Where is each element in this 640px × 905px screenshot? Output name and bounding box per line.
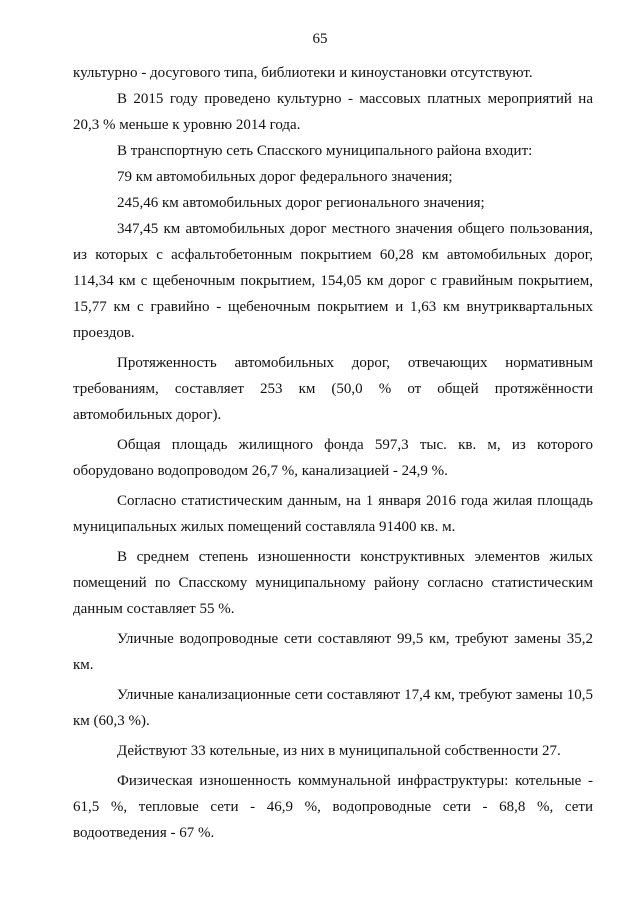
paragraph-housing-area: Общая площадь жилищного фонда 597,3 тыс. кв. м, из которого оборудовано водопроводом 26,7 %, канализацией - 24,9 %. [73, 437, 593, 479]
paragraph-regional-roads: 245,46 км автомобильных дорог регионального значения; [117, 195, 485, 211]
paragraph-infrastructure-wear: Физическая изношенность коммунальной инфраструктуры: котельные - 61,5 %, тепловые сети - 46,9 %, водопроводные сети - 68,8 %, сети водоотведения - 67 %. [73, 773, 593, 841]
paragraph-transport-intro: В транспортную сеть Спасского муниципального района входит: [117, 143, 533, 159]
paragraph-wear-level: В среднем степень изношенности конструктивных элементов жилых помещений по Спасскому муниципальному району согласно статистическим данным составляет 55 %. [73, 549, 593, 617]
paragraph-federal-roads: 79 км автомобильных дорог федерального значения; [117, 169, 453, 185]
document-body [73, 60, 593, 846]
page-number: 65 [312, 31, 328, 47]
paragraph-boiler-houses: Действуют 33 котельные, из них в муниципальной собственности 27. [117, 743, 561, 759]
paragraph-cultural-events: В 2015 году проведено культурно - массовых платных мероприятий на 20,3 % меньше к уровню 2014 года. [73, 91, 593, 133]
paragraph-water-networks: Уличные водопроводные сети составляют 99,5 км, требуют замены 35,2 км. [73, 631, 593, 673]
paragraph-sewer-networks: Уличные канализационные сети составляют 17,4 км, требуют замены 10,5 км (60,3 %). [73, 687, 593, 729]
paragraph-local-roads: 347,45 км автомобильных дорог местного значения общего пользования, из которых с асфальтобетонным покрытием 60,28 км автомобильных дорог, 114,34 км с щебеночным покрытием, 154,05 км дорог с гравийным покрытием, 15,77 км с гравийно - щебеночным покрытием и 1,63 км внутриквартальных проездов. [73, 221, 593, 341]
paragraph-culture-continued: культурно - досугового типа, библиотеки и киноустановки отсутствуют. [73, 65, 533, 81]
paragraph-normative-roads: Протяженность автомобильных дорог, отвечающих нормативным требованиям, составляет 253 км (50,0 % от общей протяжённости автомобильных дорог). [73, 355, 593, 423]
paragraph-living-space: Согласно статистическим данным, на 1 января 2016 года жилая площадь муниципальных жилых помещений составляла 91400 кв. м. [73, 493, 593, 535]
